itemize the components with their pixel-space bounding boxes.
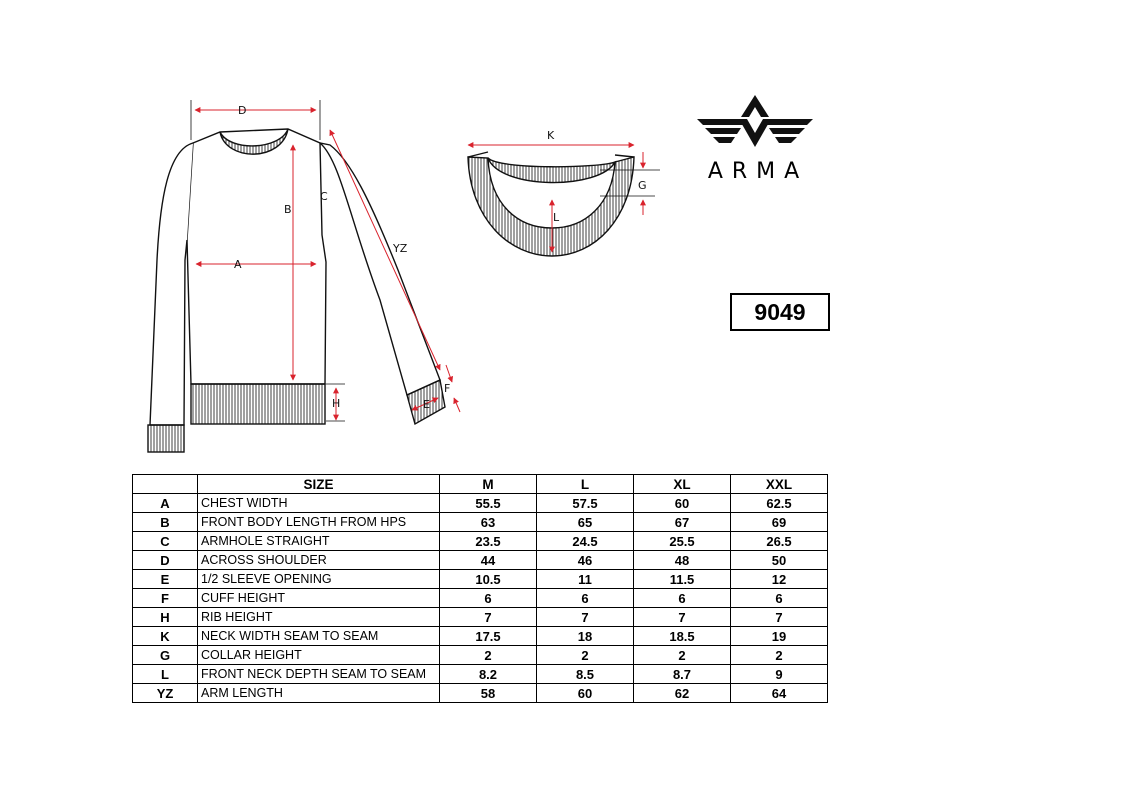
row-value: 6 [634,589,731,608]
row-value: 11.5 [634,570,731,589]
row-value: 69 [731,513,828,532]
table-row [133,589,828,608]
row-value: 19 [731,627,828,646]
row-value: 60 [634,494,731,513]
row-value: 60 [537,684,634,703]
row-description: 1/2 SLEEVE OPENING [198,570,440,589]
brand-logo [695,95,815,190]
row-value: 62 [634,684,731,703]
row-value: 6 [731,589,828,608]
row-value: 46 [537,551,634,570]
dim-label-l: L [553,211,560,224]
dim-label-b: B [284,203,292,216]
row-code: F [133,589,198,608]
dim-label-f: F [444,382,451,395]
row-value: 12 [731,570,828,589]
row-description: NECK WIDTH SEAM TO SEAM [198,627,440,646]
row-description: FRONT BODY LENGTH FROM HPS [198,513,440,532]
row-value: 24.5 [537,532,634,551]
sweater-flat-sketch [140,95,480,460]
dim-label-d: D [238,104,247,117]
row-value: 7 [440,608,537,627]
row-value: 8.2 [440,665,537,684]
header-code [133,475,198,494]
table-header-row [133,475,828,494]
dim-label-k: K [547,129,555,142]
header-size-m: M [440,475,537,494]
row-value: 11 [537,570,634,589]
row-value: 48 [634,551,731,570]
size-chart-table [132,474,828,703]
row-description: COLLAR HEIGHT [198,646,440,665]
table-row [133,532,828,551]
row-code: C [133,532,198,551]
row-value: 63 [440,513,537,532]
row-value: 26.5 [731,532,828,551]
dim-label-h: H [332,397,341,410]
row-value: 6 [537,589,634,608]
row-description: ARM LENGTH [198,684,440,703]
row-value: 64 [731,684,828,703]
table-row [133,684,828,703]
row-value: 17.5 [440,627,537,646]
row-code: B [133,513,198,532]
row-value: 67 [634,513,731,532]
row-code: A [133,494,198,513]
row-value: 7 [731,608,828,627]
row-value: 57.5 [537,494,634,513]
row-value: 2 [537,646,634,665]
row-value: 65 [537,513,634,532]
brand-name: ARMA [707,159,809,184]
header-size-xl: XL [634,475,731,494]
table-row [133,551,828,570]
row-value: 58 [440,684,537,703]
row-code: G [133,646,198,665]
row-code: D [133,551,198,570]
table-row [133,665,828,684]
row-value: 18 [537,627,634,646]
row-description: CHEST WIDTH [198,494,440,513]
style-number-box: 9049 [730,293,830,331]
row-description: ACROSS SHOULDER [198,551,440,570]
row-value: 2 [440,646,537,665]
dim-label-e: E [423,398,430,411]
row-description: RIB HEIGHT [198,608,440,627]
dim-label-g: G [638,179,647,192]
row-value: 25.5 [634,532,731,551]
row-value: 18.5 [634,627,731,646]
row-value: 2 [634,646,731,665]
row-value: 2 [731,646,828,665]
row-description: FRONT NECK DEPTH SEAM TO SEAM [198,665,440,684]
row-description: ARMHOLE STRAIGHT [198,532,440,551]
header-size-xxl: XXL [731,475,828,494]
dim-label-yz: YZ [393,242,408,255]
table-row [133,494,828,513]
row-code: H [133,608,198,627]
table-row [133,608,828,627]
row-description: CUFF HEIGHT [198,589,440,608]
arma-wings-logo-icon [695,95,815,155]
row-value: 7 [537,608,634,627]
collar-diagram [460,125,660,260]
row-code: E [133,570,198,589]
row-value: 8.7 [634,665,731,684]
header-size-l: L [537,475,634,494]
row-value: 62.5 [731,494,828,513]
row-value: 50 [731,551,828,570]
dim-label-c: C [320,190,328,203]
table-row [133,570,828,589]
dim-label-a: A [234,258,242,271]
row-value: 6 [440,589,537,608]
row-value: 55.5 [440,494,537,513]
table-row [133,627,828,646]
header-size: SIZE [198,475,440,494]
row-code: L [133,665,198,684]
row-value: 7 [634,608,731,627]
row-value: 44 [440,551,537,570]
row-value: 23.5 [440,532,537,551]
row-value: 8.5 [537,665,634,684]
row-code: K [133,627,198,646]
row-value: 10.5 [440,570,537,589]
row-code: YZ [133,684,198,703]
table-row [133,646,828,665]
table-row [133,513,828,532]
row-value: 9 [731,665,828,684]
